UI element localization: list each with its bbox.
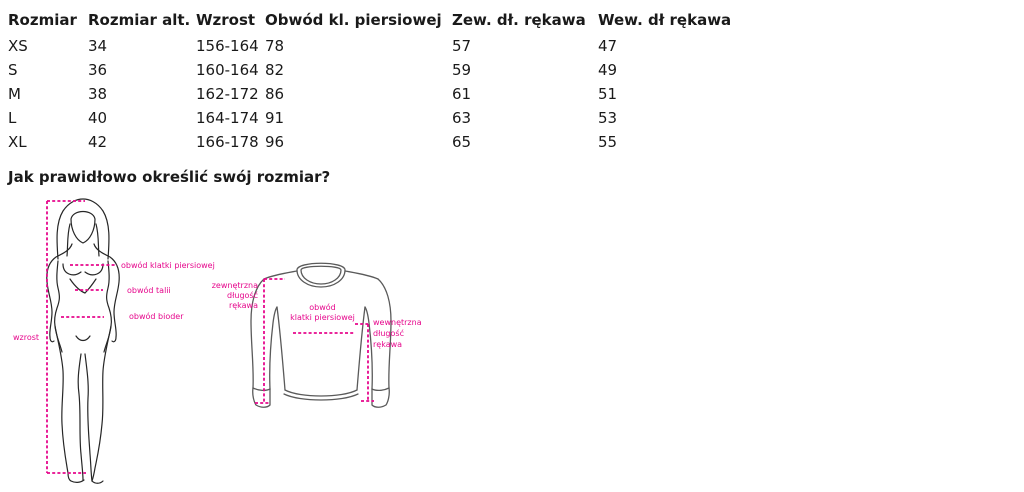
label-line: rękawa [228,301,258,310]
table-cell: S [8,61,18,79]
waist-label: obwód talii [127,286,171,295]
label-line: zewnętrzna [211,281,258,290]
table-cell: 51 [598,85,618,103]
table-cell: 78 [265,37,285,55]
label-line: długość [227,291,258,300]
table-cell: 34 [88,37,108,55]
shirt-chest-label [280,303,365,323]
column-header-outer-sleeve: Zew. dł. rękawa [452,11,586,29]
inner-sleeve-measure-bracket [355,324,374,401]
size-table [8,8,758,154]
label-line: klatki piersiowej [290,313,355,322]
table-cell: 49 [598,61,618,79]
label-line: wewnętrzna [373,318,422,327]
table-cell: 86 [265,85,285,103]
table-cell: XL [8,133,27,151]
table-cell: 162-172 [196,85,259,103]
label-line: długość [373,329,404,338]
table-row [8,34,758,58]
table-cell: 36 [88,61,108,79]
outer-sleeve-length-label [198,281,258,311]
height-label: wzrost [13,333,40,342]
table-cell: 59 [452,61,472,79]
table-cell: 55 [598,133,618,151]
table-header-row [8,8,758,34]
table-cell: 57 [452,37,472,55]
table-cell: M [8,85,21,103]
column-header-inner-sleeve: Wew. dł rękawa [598,11,732,29]
column-header-size: Rozmiar [8,11,77,29]
table-cell: 166-178 [196,133,259,151]
inner-sleeve-length-label [373,317,433,350]
table-cell: L [8,109,17,127]
table-row [8,130,758,154]
table-cell: 53 [598,109,618,127]
table-row [8,58,758,82]
table-cell: 63 [452,109,472,127]
woman-figure-sketch [0,195,230,492]
table-cell: 156-164 [196,37,259,55]
table-row [8,106,758,130]
table-cell: 42 [88,133,108,151]
how-to-measure-diagram [0,195,460,492]
table-cell: 61 [452,85,472,103]
column-header-alt-size: Rozmiar alt. [88,11,191,29]
column-header-chest: Obwód kl. piersiowej [265,11,442,29]
chest-label: obwód klatki piersiowej [121,261,215,270]
hips-label: obwód bioder [129,312,184,321]
column-header-height: Wzrost [196,11,256,29]
table-cell: 164-174 [196,109,259,127]
table-cell: 65 [452,133,472,151]
label-line: rękawa [373,340,403,349]
table-cell: 40 [88,109,108,127]
table-cell: 91 [265,109,285,127]
table-cell: 47 [598,37,618,55]
section-heading: Jak prawidłowo określić swój rozmiar? [8,168,331,186]
label-line: obwód [309,303,336,312]
table-row [8,82,758,106]
table-cell: 96 [265,133,285,151]
table-cell: 160-164 [196,61,259,79]
table-cell: XS [8,37,28,55]
table-cell: 82 [265,61,285,79]
table-cell: 38 [88,85,108,103]
